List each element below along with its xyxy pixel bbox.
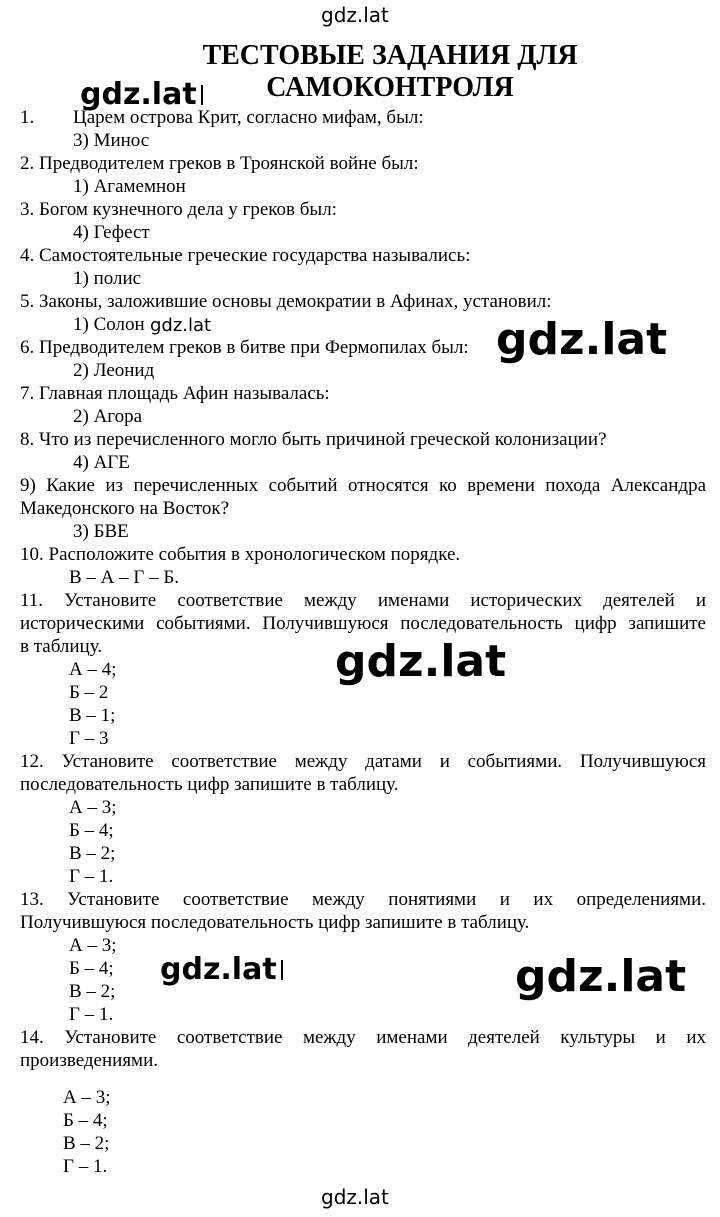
question-8-text: 8. Что из перечисленного могло быть причиной греческой колонизации? bbox=[20, 429, 607, 450]
question-9-answer: 3) БВЕ bbox=[73, 521, 129, 542]
question-9-text-line-2: Македонского на Восток? bbox=[20, 498, 230, 519]
question-12-text-line-2: последовательность цифр запишите в таблицу. bbox=[20, 774, 399, 795]
question-10-answer: В – А – Г – Б. bbox=[69, 567, 180, 588]
question-2-answer: 1) Агамемнон bbox=[73, 176, 186, 197]
question-3-text: 3. Богом кузнечного дела у греков был: bbox=[20, 199, 337, 220]
question-3-answer: 4) Гефест bbox=[73, 222, 150, 243]
question-14-answer: Г – 1. bbox=[63, 1156, 108, 1177]
question-11-text-line-2: историческими событиями. Получившуюся последовательность цифр запишите bbox=[20, 613, 706, 634]
question-13-answer: Б – 4; bbox=[69, 958, 114, 979]
question-13-text-line-2: Получившуюся последовательность цифр запишите в таблицу. bbox=[20, 912, 530, 933]
question-14-answer: В – 2; bbox=[63, 1133, 110, 1154]
watermark: gdz.lat bbox=[150, 315, 212, 336]
question-14-text-line-1: 14. Установите соответствие между именами деятелей культуры и их bbox=[20, 1027, 706, 1048]
question-14-text-line-2: произведениями. bbox=[20, 1050, 159, 1071]
watermark: gdz.lat bbox=[80, 80, 203, 110]
question-5-text: 5. Законы, заложившие основы демократии в Афинах, установил: bbox=[20, 291, 552, 312]
question-10-text: 10. Расположите события в хронологическом порядке. bbox=[20, 544, 461, 565]
question-1-answer: 3) Минос bbox=[73, 130, 150, 151]
question-11-answer: А – 4; bbox=[69, 659, 117, 680]
question-12-answer: В – 2; bbox=[69, 843, 116, 864]
watermark-top: gdz.lat bbox=[321, 3, 389, 27]
question-11-answer: В – 1; bbox=[69, 705, 116, 726]
question-12-answer: Г – 1. bbox=[69, 866, 114, 887]
question-11-answer: Б – 2 bbox=[69, 682, 109, 703]
question-11-text-line-1: 11. Установите соответствие между именами исторических деятелей и bbox=[20, 590, 706, 611]
page-title-line-1: ТЕСТОВЫЕ ЗАДАНИЯ ДЛЯ bbox=[202, 40, 578, 71]
question-5-answer: 1) Солон bbox=[73, 314, 145, 335]
watermark: gdz.lat bbox=[335, 636, 507, 687]
question-11-text-line-3: в таблицу. bbox=[20, 636, 103, 657]
question-11-answer: Г – 3 bbox=[69, 728, 109, 749]
question-9-text-line-1: 9) Какие из перечисленных событий относятся ко времени похода Александра bbox=[20, 475, 706, 496]
question-4-answer: 1) полис bbox=[73, 268, 142, 289]
watermark: gdz.lat bbox=[515, 951, 687, 1002]
question-13-text-line-1: 13. Установите соответствие между понятиями и их определениями. bbox=[20, 889, 706, 910]
question-13-answer: А – 3; bbox=[69, 935, 117, 956]
question-1-number: 1. bbox=[20, 107, 35, 128]
watermark: gdz.lat bbox=[496, 314, 668, 365]
question-12-text-line-1: 12. Установите соответствие между датами и событиями. Получившуюся bbox=[20, 751, 706, 772]
question-1-text: Царем острова Крит, согласно мифам, был: bbox=[73, 107, 424, 128]
question-14-answer: А – 3; bbox=[63, 1087, 111, 1108]
question-14-answer: Б – 4; bbox=[63, 1110, 108, 1131]
question-4-text: 4. Самостоятельные греческие государства назывались: bbox=[20, 245, 471, 266]
question-7-text: 7. Главная площадь Афин называлась: bbox=[20, 383, 330, 404]
question-7-answer: 2) Агора bbox=[73, 406, 143, 427]
watermark-bottom: gdz.lat bbox=[321, 1185, 389, 1209]
question-12-answer: Б – 4; bbox=[69, 820, 114, 841]
question-13-answer: В – 2; bbox=[69, 981, 116, 1002]
question-12-answer: А – 3; bbox=[69, 797, 117, 818]
question-2-text: 2. Предводителем греков в Троянской войне был: bbox=[20, 153, 419, 174]
watermark: gdz.lat bbox=[160, 955, 283, 985]
question-13-answer: Г – 1. bbox=[69, 1004, 114, 1025]
question-6-answer: 2) Леонид bbox=[73, 360, 155, 381]
page-title-line-2: САМОКОНТРОЛЯ bbox=[266, 72, 514, 103]
question-6-text: 6. Предводителем греков в битве при Фермопилах был: bbox=[20, 337, 469, 358]
question-8-answer: 4) АГЕ bbox=[73, 452, 130, 473]
